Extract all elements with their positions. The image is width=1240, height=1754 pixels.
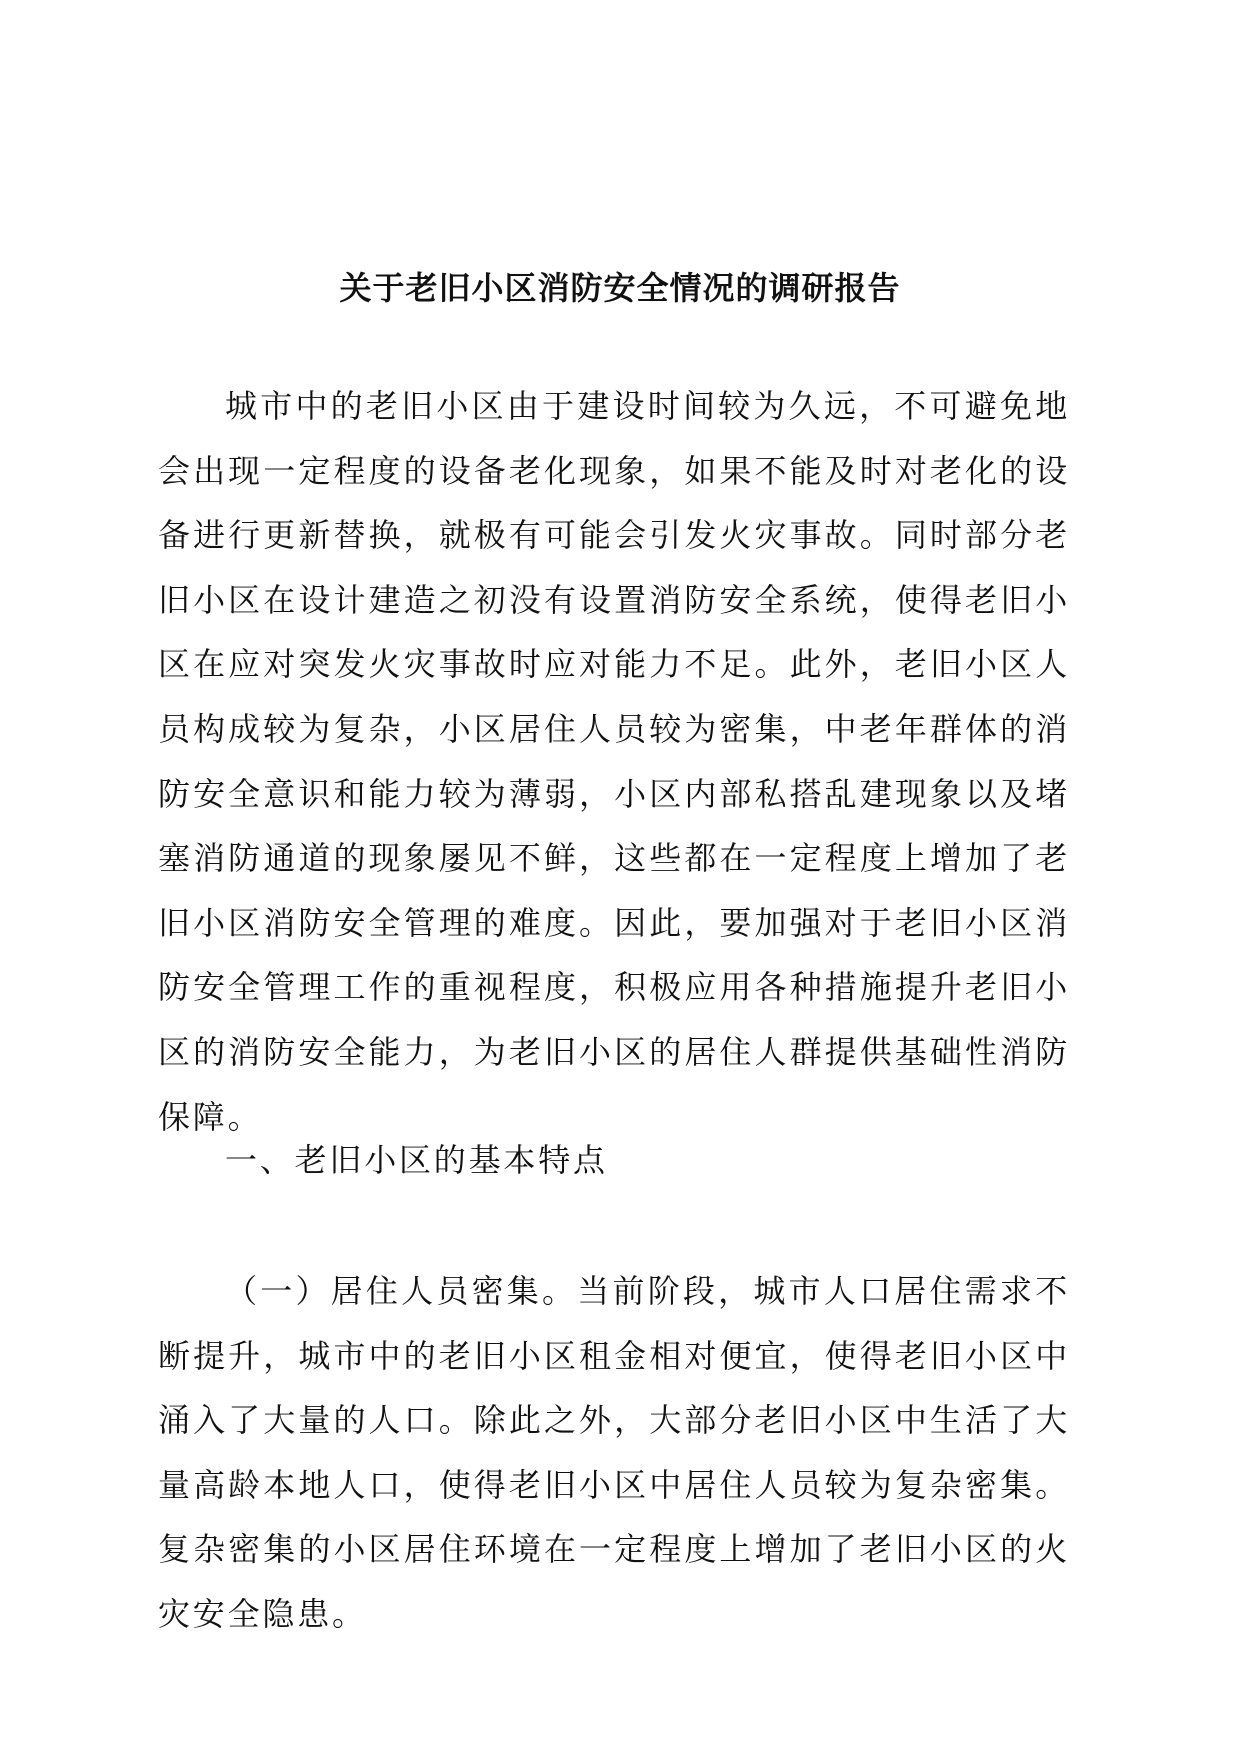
document-title: 关于老旧小区消防安全情况的调研报告 [339, 269, 901, 307]
section-heading: 一、老旧小区的基本特点 [225, 1141, 608, 1179]
subsection-paragraph: （一）居住人员密集。当前阶段，城市人口居住需求不断提升，城市中的老旧小区租金相对便宜，使得老旧小区中涌入了大量的人口。除此之外，大部分老旧小区中生活了大量高龄本地人口，使得老旧小区中居住人员较为复杂密集。复杂密集的小区居住环境在一定程度上增加了老旧小区的火灾安全隐患。 [158, 1272, 1070, 1633]
intro-paragraph: 城市中的老旧小区由于建设时间较为久远，不可避免地会出现一定程度的设备老化现象，如果不能及时对老化的设备进行更新替换，就极有可能会引发火灾事故。同时部分老旧小区在设计建造之初没有设置消防安全系统，使得老旧小区在应对突发火灾事故时应对能力不足。此外，老旧小区人员构成较为复杂，小区居住人员较为密集，中老年群体的消防安全意识和能力较为薄弱，小区内部私搭乱建现象以及堵塞消防通道的现象屡见不鲜，这些都在一定程度上增加了老旧小区消防安全管理的难度。因此，要加强对于老旧小区消防安全管理工作的重视程度，积极应用各种措施提升老旧小区的消防安全能力，为老旧小区的居住人群提供基础性消防保障。 [158, 387, 1070, 1136]
